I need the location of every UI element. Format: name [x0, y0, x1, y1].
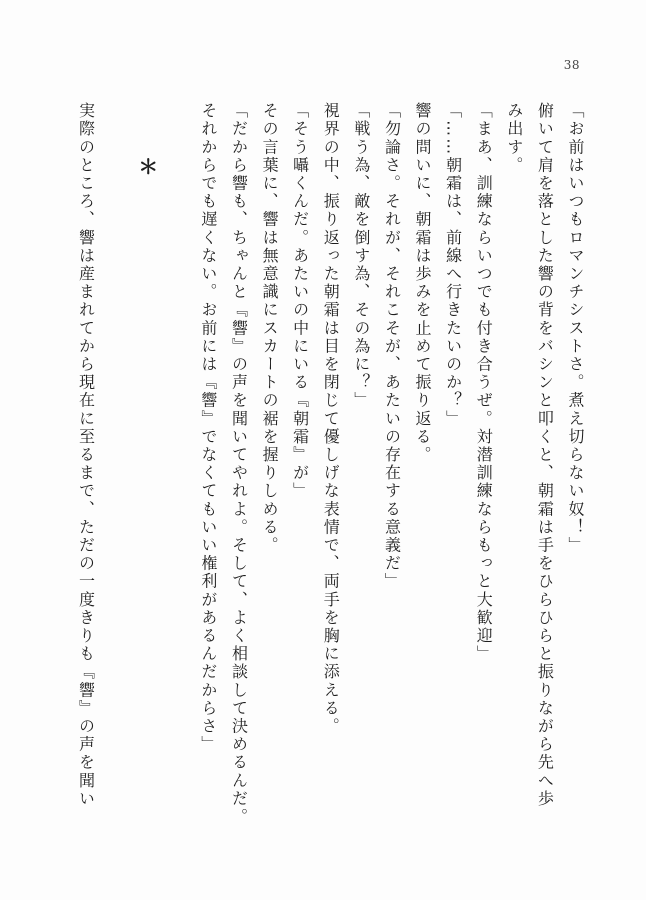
text-line-12: 「だから響も、ちゃんと『響』の声を聞いてやれよ。そして、よく相談して決めるんだ。	[229, 102, 249, 826]
section-separator: ＊	[134, 156, 159, 179]
text-line-6: 響の問いに、朝霜は歩みを止めて振り返る。	[413, 102, 433, 464]
text-line-2: 俯いて肩を落とした響の背をバシンと叩くと、朝霜は手をひらひらと振りながら先へ歩	[535, 102, 555, 808]
blank-line	[162, 102, 193, 822]
text-line-4: 「まあ、訓練ならいつでも付き合うぜ。対潜訓練ならもっと大歓迎」	[474, 102, 494, 664]
blank-line	[101, 102, 132, 822]
text-line-after-separator: 実際のところ、響は産まれてから現在に至るまで、ただの一度きりも『響』の声を聞い	[76, 102, 96, 808]
text-line-3: み出す。	[504, 102, 524, 175]
text-line-10: 「そう囁くんだ。あたいの中にいる『朝霜』が」	[290, 102, 310, 501]
vertical-text-body	[70, 102, 590, 826]
text-line-1: 「お前はいつもロマンチシストさ。煮え切らない奴！」	[566, 102, 585, 555]
text-line-13: それからでも遅くない。お前には『響』でなくてもいい権利があるんだからさ」	[198, 102, 218, 754]
text-line-9: 視界の中、振り返った朝霜は目を閉じて優しげな表情で、両手を胸に添える。	[321, 102, 341, 736]
text-line-7: 「勿論さ。それが、それこそが、あたいの存在する意義だ」	[382, 102, 402, 591]
text-line-11: その言葉に、響は無意識にスカートの裾を握りしめる。	[260, 102, 280, 555]
text-line-8: 「戦う為、敵を倒す為、その為に？」	[351, 102, 371, 410]
page-number: 38	[563, 58, 580, 72]
text-line-5: 「……朝霜は、前線へ行きたいのか？」	[443, 102, 463, 428]
